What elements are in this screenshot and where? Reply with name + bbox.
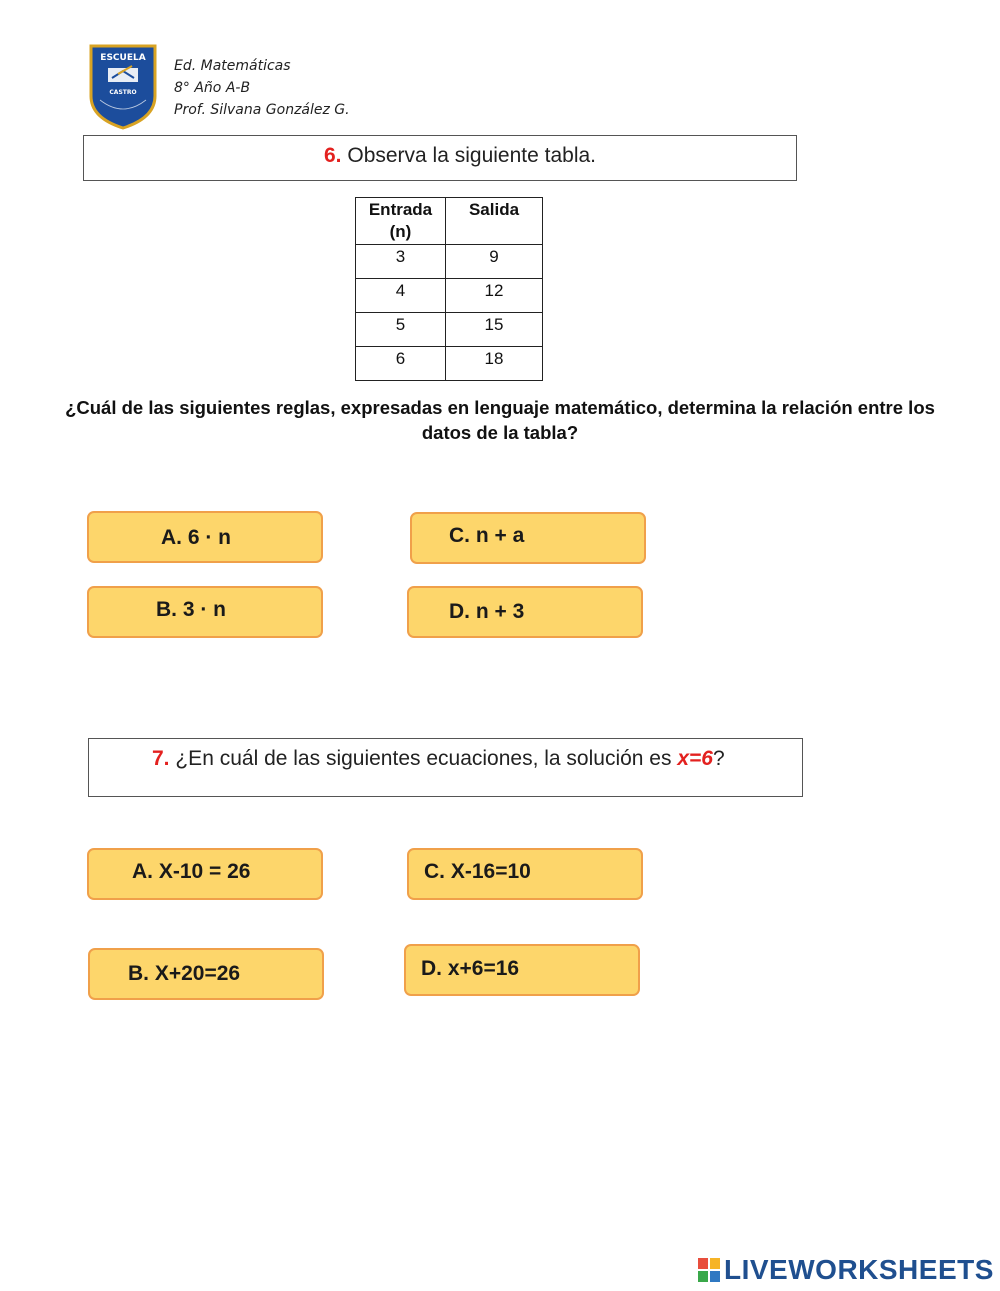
table-row <box>356 279 543 313</box>
q6-option-b-button[interactable] <box>87 586 323 638</box>
table-cell: 5 <box>356 313 446 347</box>
svg-text:ESCUELA: ESCUELA <box>100 53 146 63</box>
table-header-entrada: Entrada (n) <box>356 198 446 245</box>
header-subject: Ed. Matemáticas <box>174 58 291 74</box>
table-cell: 4 <box>356 279 446 313</box>
svg-text:CASTRO: CASTRO <box>109 89 137 96</box>
q7-option-d-button[interactable] <box>404 944 640 996</box>
table-cell: 15 <box>446 313 543 347</box>
table-cell: 6 <box>356 347 446 381</box>
table-header-salida: Salida <box>446 198 543 245</box>
table-cell: 9 <box>446 245 543 279</box>
liveworksheets-brand: LIVEWORKSHEETS <box>724 1254 994 1285</box>
q6-option-d-button[interactable] <box>407 586 643 638</box>
question-7-variable: x=6 <box>677 747 713 770</box>
table-cell: 3 <box>356 245 446 279</box>
q7-option-b-button[interactable] <box>88 948 324 1000</box>
question-6-title-box <box>83 135 797 181</box>
q7-option-b-label: B. X+20=26 <box>128 962 241 985</box>
question-6-number: 6. <box>324 144 342 167</box>
question-6-title-text: Observa la siguiente tabla. <box>347 144 597 167</box>
question-6-prompt: ¿Cuál de las siguientes reglas, expresadas en lenguaje matemático, determina la relación entre los datos de la tabla? <box>65 397 935 443</box>
question-7-title-box <box>88 738 803 797</box>
table-cell: 18 <box>446 347 543 381</box>
q6-option-c-label: C. n + a <box>449 524 525 547</box>
question-7-title-end: ? <box>712 747 725 770</box>
school-crest-logo <box>88 44 158 130</box>
q7-option-c-label: C. X-16=10 <box>424 860 531 883</box>
q6-option-a-label: A. 6 · n <box>161 526 232 549</box>
table-row <box>356 313 543 347</box>
q7-option-d-label: D. x+6=16 <box>421 957 520 980</box>
header-teacher: Prof. Silvana González G. <box>174 102 350 118</box>
table-row <box>356 347 543 381</box>
table-header-row <box>356 198 543 245</box>
q7-option-c-button[interactable] <box>407 848 643 900</box>
q6-option-c-button[interactable] <box>410 512 646 564</box>
liveworksheets-logo-icon <box>698 1258 720 1282</box>
input-output-table <box>355 197 543 381</box>
q7-option-a-label: A. X-10 = 26 <box>132 860 251 883</box>
q6-option-b-label: B. 3 · n <box>156 598 227 621</box>
table-row <box>356 245 543 279</box>
question-7-title-text: ¿En cuál de las siguientes ecuaciones, la solución es <box>175 747 678 770</box>
q6-option-d-label: D. n + 3 <box>449 600 525 623</box>
question-6-title <box>324 144 596 168</box>
question-7-number: 7. <box>152 747 170 770</box>
table-cell: 12 <box>446 279 543 313</box>
header-grade: 8° Año A-B <box>174 80 251 96</box>
question-7-title <box>152 747 725 771</box>
q6-option-a-button[interactable] <box>87 511 323 563</box>
q7-option-a-button[interactable] <box>87 848 323 900</box>
